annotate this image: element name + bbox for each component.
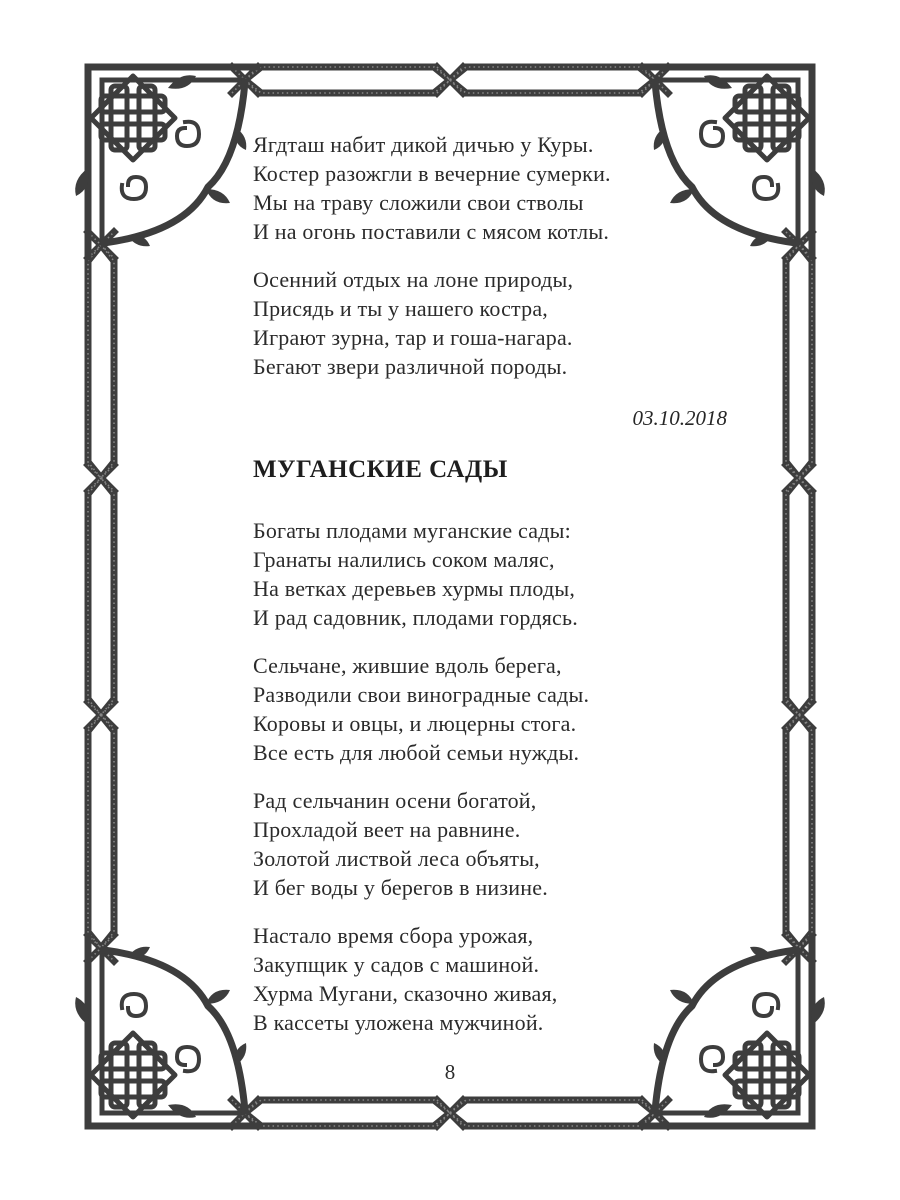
poem-line: На ветках деревьев хурмы плоды, <box>253 576 576 601</box>
poem-date: 03.10.2018 <box>632 406 727 430</box>
stanza <box>253 921 727 1037</box>
page-number: 8 <box>444 1060 456 1084</box>
poem-line: Костер разожгли в вечерние сумерки. <box>253 161 611 186</box>
poem-line: Бегают звери различной породы. <box>253 354 568 379</box>
poem-line: Прохладой веет на равнине. <box>253 817 521 842</box>
poem-line: Осенний отдых на лоне природы, <box>253 267 574 292</box>
stanza <box>253 651 727 767</box>
poem-line: Присядь и ты у нашего костра, <box>253 296 548 321</box>
poem-line: Разводили свои виноградные сады. <box>253 682 590 707</box>
poem-line: Богаты плодами муганские сады: <box>253 518 571 543</box>
poem-line: В кассеты уложена мужчиной. <box>253 1010 544 1035</box>
poem-line: Сельчане, жившие вдоль берега, <box>253 653 562 678</box>
stanza <box>253 265 727 381</box>
poem-line: Мы на траву сложили свои стволы <box>253 190 584 215</box>
poem-line: Рад сельчанин осени богатой, <box>253 788 537 813</box>
poem-line: Ягдташ набит дикой дичью у Куры. <box>253 132 594 157</box>
poem-line: Играют зурна, тар и гоша-нагара. <box>253 325 573 350</box>
poem-line: Хурма Мугани, сказочно живая, <box>253 981 558 1006</box>
poem-line: Гранаты налились соком маляс, <box>253 547 555 572</box>
poem-line: Золотой листвой леса объяты, <box>253 846 540 871</box>
poem-line: Настало время сбора урожая, <box>253 923 534 948</box>
poem-line: Все есть для любой семьи нужды. <box>253 740 580 765</box>
poem-line: Закупщик у садов с машиной. <box>253 952 540 977</box>
poem-line: И бег воды у берегов в низине. <box>253 875 548 900</box>
poem-line: И рад садовник, плодами гордясь. <box>253 605 578 630</box>
poem-line: Коровы и овцы, и люцерны стога. <box>253 711 577 736</box>
poem-title: МУГАНСКИЕ САДЫ <box>253 456 508 483</box>
text-block <box>253 130 727 1056</box>
stanza <box>253 516 727 632</box>
poem-line: И на огонь поставили с мясом котлы. <box>253 219 610 244</box>
stanza <box>253 786 727 902</box>
stanza <box>253 130 727 246</box>
